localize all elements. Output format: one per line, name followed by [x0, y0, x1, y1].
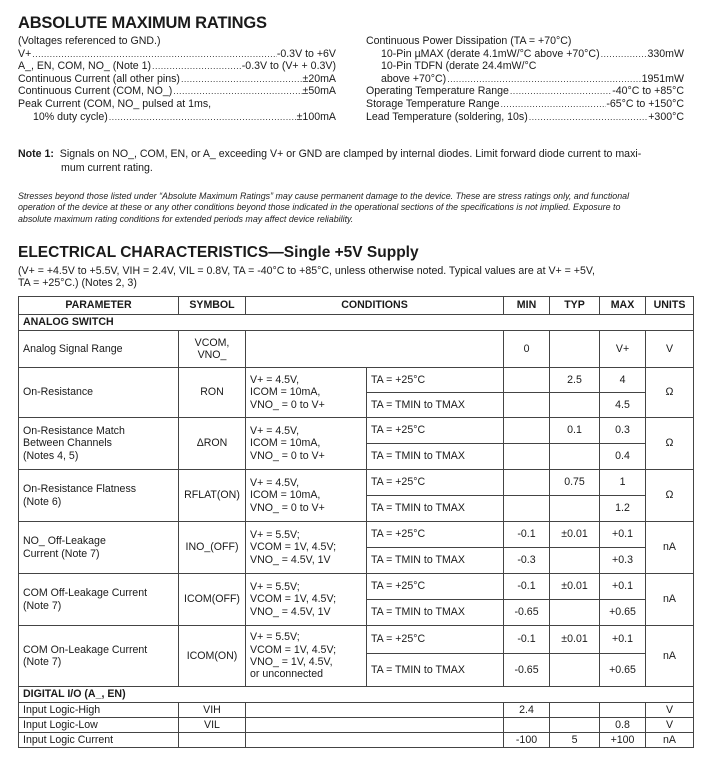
abs-max-title: ABSOLUTE MAXIMUM RATINGS — [18, 14, 267, 32]
stress-line: Stresses beyond those listed under “Absolute Maximum Ratings” may cause permanent damage to the device. These are stress ratings only, and functional — [18, 191, 630, 201]
typ-cell — [550, 496, 600, 522]
table-row — [19, 703, 694, 718]
symbol-cell: RFLAT(ON) — [179, 470, 246, 522]
stress-line: absolute maximum rating conditions for extended periods may affect device reliability. — [18, 213, 354, 224]
ec-conditions — [18, 265, 688, 289]
ec-title: ELECTRICAL CHARACTERISTICS—Single +5V Supply — [18, 244, 419, 261]
symbol-cell: ΔRON — [179, 418, 246, 470]
symbol-cell: ICOM(OFF) — [179, 574, 246, 626]
table-header-row — [19, 297, 694, 315]
param-cell: Analog Signal Range — [19, 331, 179, 368]
max-cell: 0.4 — [600, 444, 646, 470]
units-cell: Ω — [646, 418, 694, 470]
rating-row: Continuous Current (all other pins) ..... ±20mA — [18, 73, 336, 86]
max-cell: +0.65 — [600, 654, 646, 687]
min-cell: -0.65 — [504, 654, 550, 687]
typ-cell: 0.75 — [550, 470, 600, 496]
max-cell — [600, 703, 646, 718]
units-cell: nA — [646, 522, 694, 574]
typ-cell — [550, 331, 600, 368]
table-row — [19, 418, 694, 444]
voltage-reference-note: (Voltages referenced to GND.) — [18, 35, 161, 47]
max-cell: 1.2 — [600, 496, 646, 522]
table-row — [19, 574, 694, 600]
symbol-cell: VIH — [179, 703, 246, 718]
min-cell: -0.3 — [504, 548, 550, 574]
temp-condition: TA = TMIN to TMAX — [367, 496, 504, 522]
max-cell: 1 — [600, 470, 646, 496]
typ-cell: ±0.01 — [550, 522, 600, 548]
typ-cell — [550, 548, 600, 574]
table-row — [19, 368, 694, 393]
header-conditions: CONDITIONS — [246, 297, 504, 315]
temp-condition: TA = +25°C — [367, 418, 504, 444]
typ-cell — [550, 600, 600, 626]
section-label: DIGITAL I/O (A_, EN) — [19, 687, 694, 703]
temp-condition: TA = TMIN to TMAX — [367, 393, 504, 418]
rating-row: A_, EN, COM, NO_ (Note 1) ..... -0.3V to (V+ + 0.3V) — [18, 60, 336, 73]
conditions-cell — [246, 703, 504, 718]
units-cell: nA — [646, 574, 694, 626]
ec-conditions-line: TA = +25°C.) (Notes 2, 3) — [18, 277, 137, 290]
typ-cell — [550, 654, 600, 687]
conditions-cell — [246, 733, 504, 748]
rating-row: 10% duty cycle) ..... ±100mA — [18, 111, 336, 124]
rating-row: Operating Temperature Range ..... -40°C to +85°C — [366, 85, 684, 98]
table-row — [19, 718, 694, 733]
max-cell: +0.1 — [600, 522, 646, 548]
units-cell: nA — [646, 733, 694, 748]
param-cell: COM Off-Leakage Current (Note 7) — [19, 574, 179, 626]
header-parameter: PARAMETER — [19, 297, 179, 315]
typ-cell: 5 — [550, 733, 600, 748]
param-cell: On-Resistance Match Between Channels (Notes 4, 5) — [19, 418, 179, 470]
min-cell — [504, 368, 550, 393]
max-cell: V+ — [600, 331, 646, 368]
max-cell: +0.3 — [600, 548, 646, 574]
note-1-text: Signals on NO_, COM, EN, or A_ exceeding V+ or GND are clamped by internal diodes. Limit forward diode current to maxi- — [59, 148, 642, 160]
param-cell: NO_ Off-Leakage Current (Note 7) — [19, 522, 179, 574]
symbol-cell: ICOM(ON) — [179, 626, 246, 687]
rating-row: Storage Temperature Range ..... -65°C to +150°C — [366, 98, 684, 111]
note-1 — [18, 148, 688, 175]
temp-condition: TA = TMIN to TMAX — [367, 444, 504, 470]
typ-cell: ±0.01 — [550, 574, 600, 600]
temp-condition: TA = +25°C — [367, 522, 504, 548]
symbol-cell: VIL — [179, 718, 246, 733]
rating-row: 10-Pin TDFN (derate 24.4mW/°C — [381, 60, 537, 73]
table-row — [19, 626, 694, 654]
symbol-cell — [179, 733, 246, 748]
max-cell: +100 — [600, 733, 646, 748]
header-min: MIN — [504, 297, 550, 315]
ec-conditions-line: (V+ = +4.5V to +5.5V, VIH = 2.4V, VIL = 0.8V, TA = -40°C to +85°C, unless otherwise noted. Typical values are at V+ = +5V, — [18, 265, 595, 277]
conditions-cell: V+ = 5.5V; VCOM = 1V, 4.5V; VNO_ = 4.5V, 1V — [246, 574, 367, 626]
typ-cell — [550, 444, 600, 470]
typ-cell — [550, 393, 600, 418]
param-cell: COM On-Leakage Current (Note 7) — [19, 626, 179, 687]
conditions-cell: V+ = 5.5V; VCOM = 1V, 4.5V; VNO_ = 4.5V, 1V — [246, 522, 367, 574]
temp-condition: TA = +25°C — [367, 574, 504, 600]
typ-cell: 2.5 — [550, 368, 600, 393]
temp-condition: TA = TMIN to TMAX — [367, 548, 504, 574]
min-cell — [504, 418, 550, 444]
min-cell: -0.1 — [504, 574, 550, 600]
section-label: ANALOG SWITCH — [19, 315, 694, 331]
units-cell: Ω — [646, 470, 694, 522]
conditions-cell — [246, 331, 504, 368]
symbol-cell: RON — [179, 368, 246, 418]
rating-row: Lead Temperature (soldering, 10s) ..... +300°C — [366, 111, 684, 124]
max-cell: +0.1 — [600, 626, 646, 654]
symbol-cell: INO_(OFF) — [179, 522, 246, 574]
section-row-analog — [19, 315, 694, 331]
max-cell: 0.8 — [600, 718, 646, 733]
units-cell: V — [646, 718, 694, 733]
min-cell — [504, 393, 550, 418]
table-row — [19, 733, 694, 748]
section-row-digital — [19, 687, 694, 703]
min-cell: 2.4 — [504, 703, 550, 718]
note-1-text-cont: mum current rating. — [61, 161, 153, 174]
symbol-cell: VCOM, VNO_ — [179, 331, 246, 368]
units-cell: V — [646, 331, 694, 368]
min-cell — [504, 496, 550, 522]
temp-condition: TA = TMIN to TMAX — [367, 600, 504, 626]
max-cell: 0.3 — [600, 418, 646, 444]
typ-cell: 0.1 — [550, 418, 600, 444]
max-cell: 4.5 — [600, 393, 646, 418]
header-max: MAX — [600, 297, 646, 315]
conditions-cell: V+ = 4.5V, ICOM = 10mA, VNO_ = 0 to V+ — [246, 368, 367, 418]
conditions-cell: V+ = 4.5V, ICOM = 10mA, VNO_ = 0 to V+ — [246, 470, 367, 522]
min-cell: -0.65 — [504, 600, 550, 626]
note-1-label: Note 1: — [18, 148, 54, 160]
table-row — [19, 331, 694, 368]
min-cell: -100 — [504, 733, 550, 748]
param-cell: Input Logic-Low — [19, 718, 179, 733]
units-cell: V — [646, 703, 694, 718]
conditions-cell — [246, 718, 504, 733]
typ-cell — [550, 703, 600, 718]
electrical-characteristics-table — [18, 296, 694, 748]
rating-row: V+ ..... -0.3V to +6V — [18, 48, 336, 61]
abs-max-right-column — [366, 35, 684, 123]
conditions-cell: V+ = 4.5V, ICOM = 10mA, VNO_ = 0 to V+ — [246, 418, 367, 470]
conditions-cell: V+ = 5.5V; VCOM = 1V, 4.5V; VNO_ = 1V, 4.5V, or unconnected — [246, 626, 367, 687]
param-cell: Input Logic Current — [19, 733, 179, 748]
max-cell: 4 — [600, 368, 646, 393]
rating-row: 10-Pin µMAX (derate 4.1mW/°C above +70°C) ..... 330mW — [366, 48, 684, 61]
stress-disclaimer — [18, 191, 693, 225]
units-cell: Ω — [646, 368, 694, 418]
table-row — [19, 470, 694, 496]
max-cell: +0.1 — [600, 574, 646, 600]
rating-row: Peak Current (COM, NO_ pulsed at 1ms, — [18, 97, 212, 110]
param-cell: On-Resistance — [19, 368, 179, 418]
typ-cell: ±0.01 — [550, 626, 600, 654]
max-cell: +0.65 — [600, 600, 646, 626]
min-cell: 0 — [504, 331, 550, 368]
header-units: UNITS — [646, 297, 694, 315]
min-cell — [504, 444, 550, 470]
rating-row: above +70°C) ..... 1951mW — [366, 73, 684, 86]
temp-condition: TA = +25°C — [367, 368, 504, 393]
table-row — [19, 522, 694, 548]
temp-condition: TA = +25°C — [367, 626, 504, 654]
min-cell — [504, 470, 550, 496]
abs-max-left-column — [18, 35, 336, 123]
min-cell: -0.1 — [504, 626, 550, 654]
header-symbol: SYMBOL — [179, 297, 246, 315]
units-cell: nA — [646, 626, 694, 687]
typ-cell — [550, 718, 600, 733]
min-cell: -0.1 — [504, 522, 550, 548]
rating-row: Continuous Current (COM, NO_) ..... ±50mA — [18, 85, 336, 98]
stress-line: operation of the device at these or any other conditions beyond those indicated in the operational sections of the specifications is not implied. Exposure to — [18, 202, 621, 213]
temp-condition: TA = TMIN to TMAX — [367, 654, 504, 687]
temp-condition: TA = +25°C — [367, 470, 504, 496]
header-typ: TYP — [550, 297, 600, 315]
rating-row: Continuous Power Dissipation (TA = +70°C) — [366, 35, 572, 47]
param-cell: On-Resistance Flatness (Note 6) — [19, 470, 179, 522]
param-cell: Input Logic-High — [19, 703, 179, 718]
min-cell — [504, 718, 550, 733]
